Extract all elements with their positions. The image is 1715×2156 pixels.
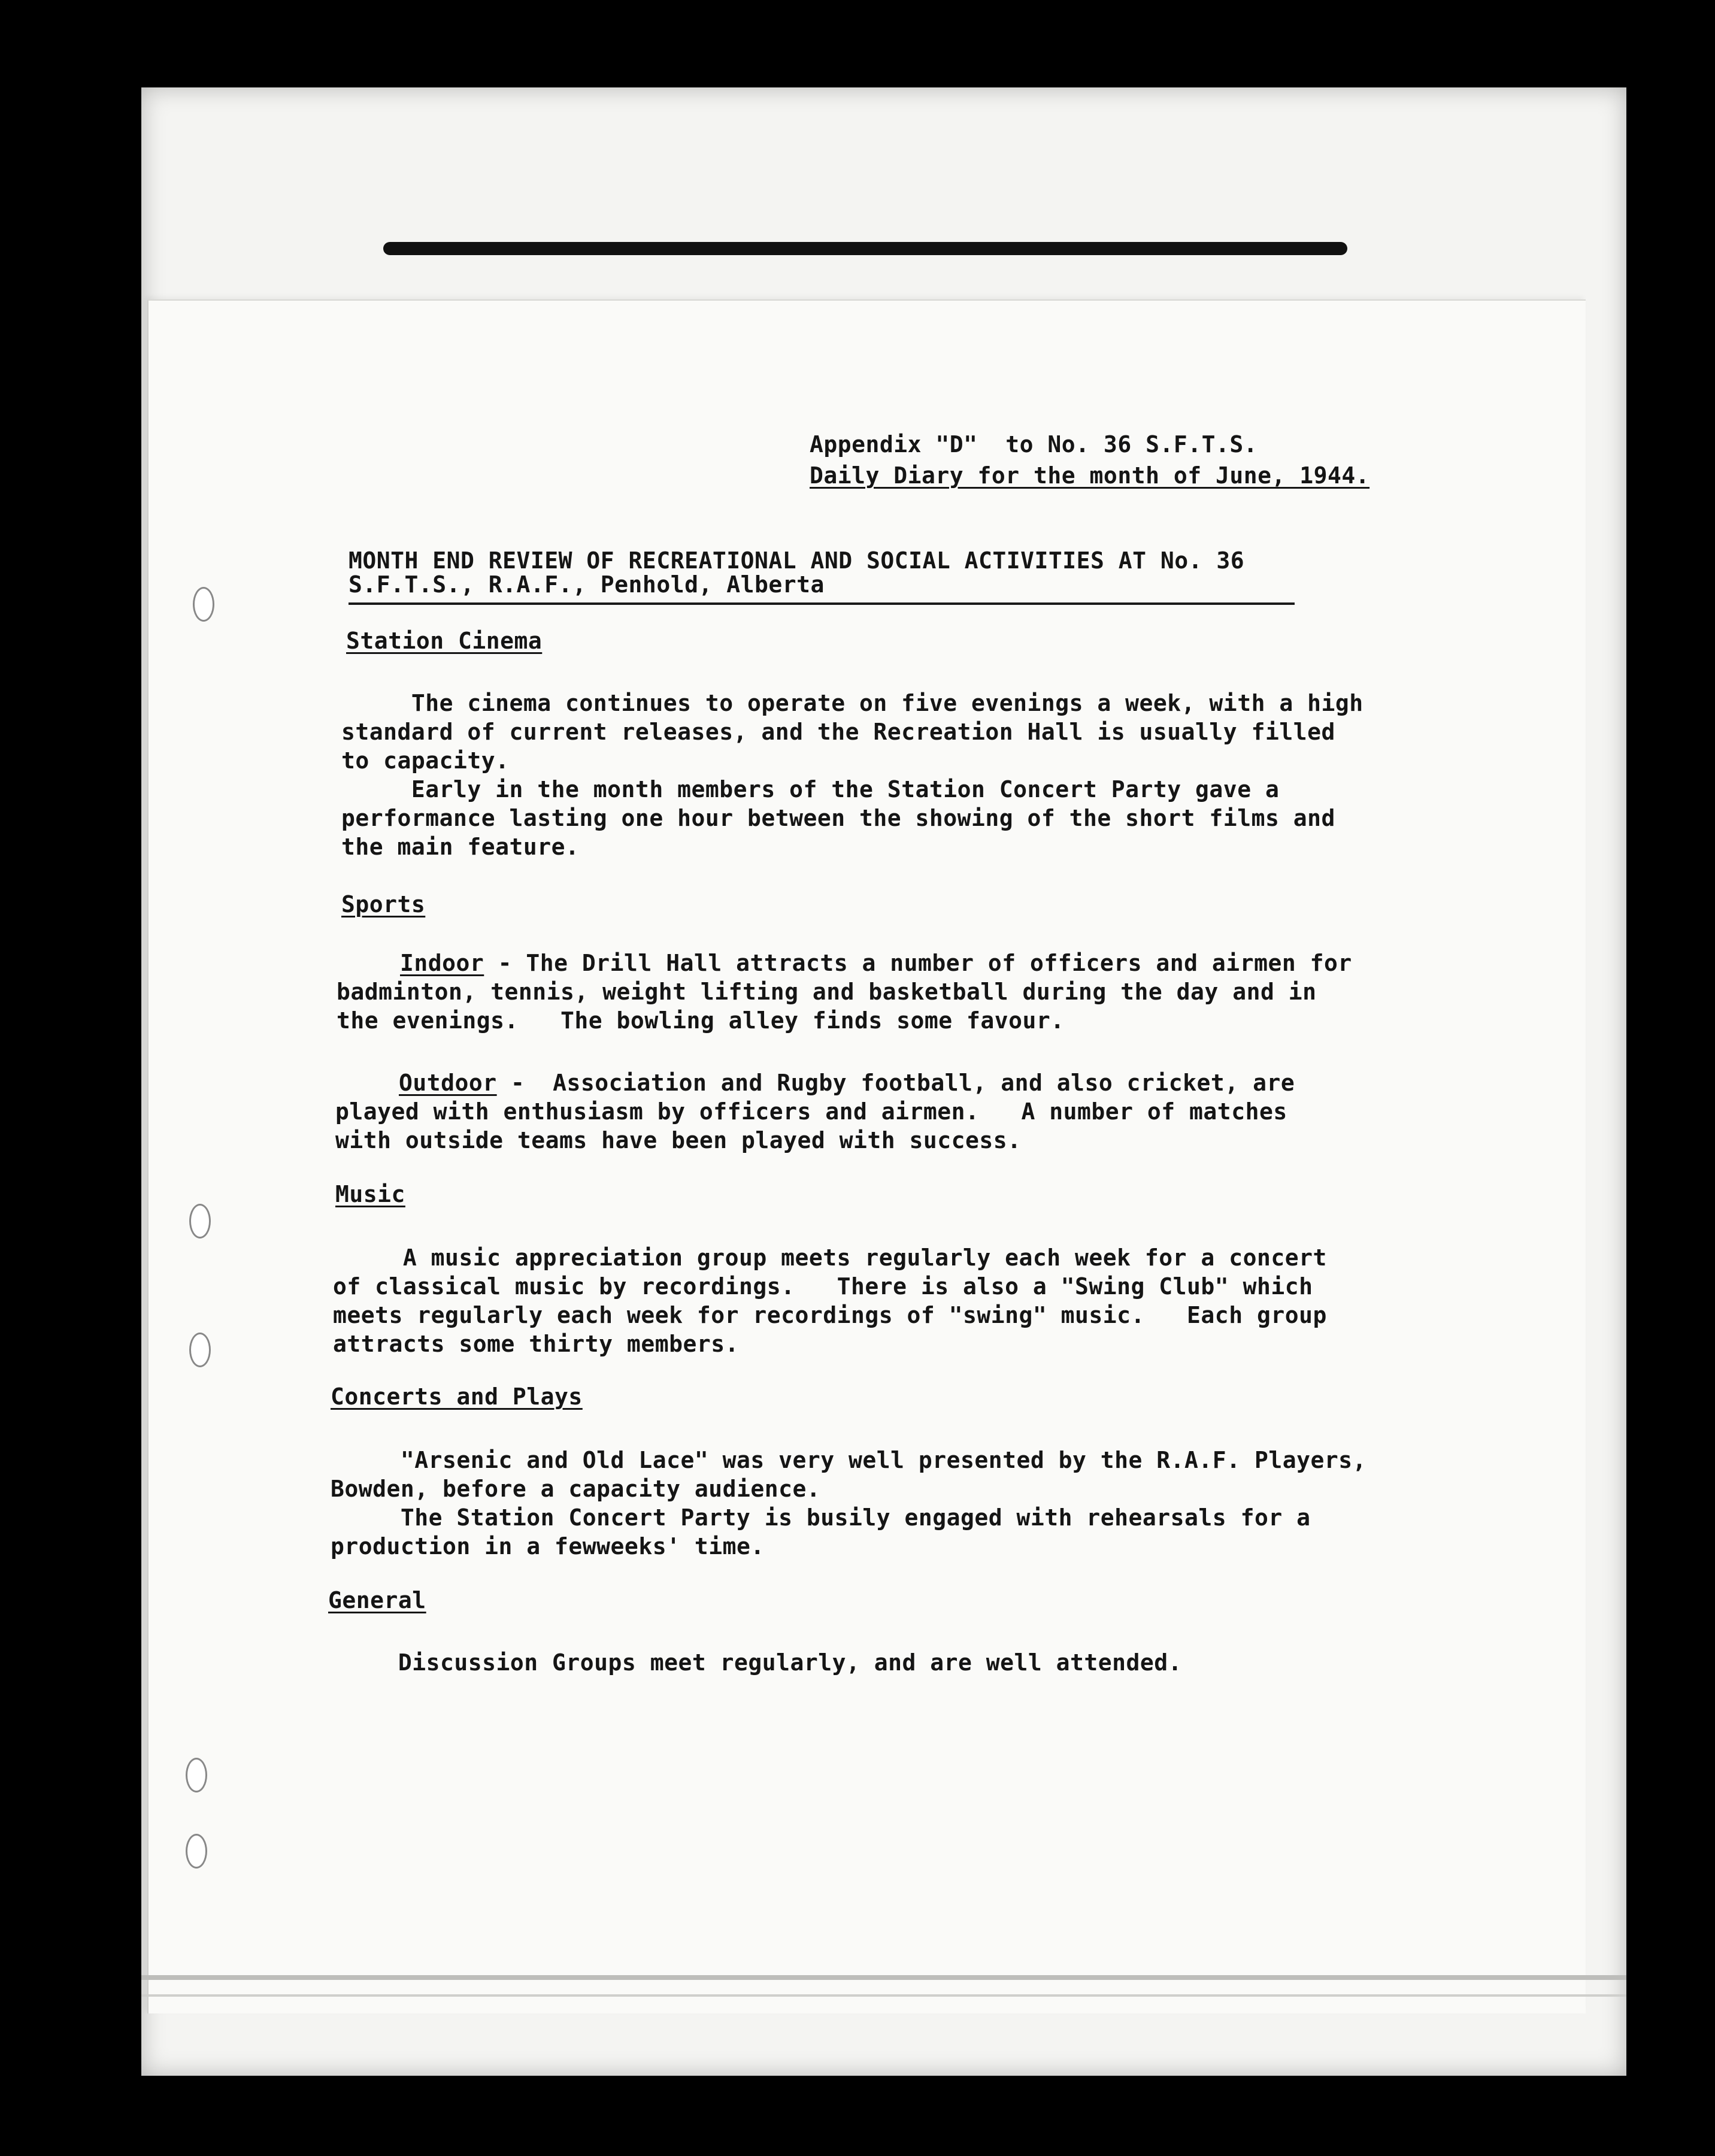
punch-hole xyxy=(189,1204,211,1239)
body-line: performance lasting one hour between the showing of the short films and xyxy=(341,805,1335,831)
body-line: meets regularly each week for recordings of "swing" music. Each group xyxy=(333,1302,1327,1328)
section-heading-concerts: Concerts and Plays xyxy=(331,1383,583,1410)
page-edge xyxy=(141,1975,1626,1980)
body-line: Early in the month members of the Station Concert Party gave a xyxy=(341,776,1280,803)
body-line: standard of current releases, and the Recreation Hall is usually filled xyxy=(341,719,1335,745)
binder-bar xyxy=(383,242,1347,255)
page-edge xyxy=(141,1994,1626,1997)
outdoor-first-line xyxy=(399,1068,1295,1097)
indoor-text: - The Drill Hall attracts a number of officers and airmen for xyxy=(484,950,1352,976)
document-title-line-1: MONTH END REVIEW OF RECREATIONAL AND SOCIAL ACTIVITIES AT No. 36 xyxy=(349,547,1245,574)
title-rule xyxy=(349,602,1295,605)
body-line: The Station Concert Party is busily engaged with rehearsals for a xyxy=(331,1504,1311,1531)
appendix-line: Appendix "D" to No. 36 S.F.T.S. xyxy=(810,431,1258,458)
section-heading-cinema: Station Cinema xyxy=(346,628,543,654)
diary-line: Daily Diary for the month of June, 1944. xyxy=(810,462,1370,489)
body-line: the evenings. The bowling alley finds some favour. xyxy=(337,1007,1065,1034)
body-line: Discussion Groups meet regularly, and are well attended. xyxy=(328,1649,1183,1676)
document-title-line-2: S.F.T.S., R.A.F., Penhold, Alberta xyxy=(349,571,825,598)
body-line: The cinema continues to operate on five evenings a week, with a high xyxy=(341,690,1363,716)
body-line: played with enthusiasm by officers and airmen. A number of matches xyxy=(335,1098,1287,1125)
body-line: to capacity. xyxy=(341,747,510,774)
body-line: "Arsenic and Old Lace" was very well presented by the R.A.F. Players, xyxy=(331,1447,1366,1473)
punch-hole xyxy=(189,1333,211,1367)
outdoor-label: Outdoor xyxy=(399,1070,497,1096)
body-line: badminton, tennis, weight lifting and basketball during the day and in xyxy=(337,979,1317,1005)
punch-hole xyxy=(186,1758,207,1792)
body-line: the main feature. xyxy=(341,834,580,860)
indoor-first-line xyxy=(400,949,1352,977)
body-line: Bowden, before a capacity audience. xyxy=(331,1476,821,1502)
outdoor-text: - Association and Rugby football, and also cricket, are xyxy=(496,1070,1295,1096)
section-heading-music: Music xyxy=(335,1181,405,1207)
section-heading-sports: Sports xyxy=(341,891,426,917)
body-line: A music appreciation group meets regularly each week for a concert xyxy=(333,1244,1327,1271)
section-heading-general: General xyxy=(328,1587,426,1613)
punch-hole xyxy=(193,587,214,622)
punch-hole xyxy=(186,1834,207,1869)
indoor-label: Indoor xyxy=(400,950,484,976)
body-line: of classical music by recordings. There is also a "Swing Club" which xyxy=(333,1273,1313,1300)
body-line: with outside teams have been played with success. xyxy=(335,1127,1022,1153)
body-line: production in a fewweeks' time. xyxy=(331,1533,765,1560)
body-line: attracts some thirty members. xyxy=(333,1331,739,1357)
